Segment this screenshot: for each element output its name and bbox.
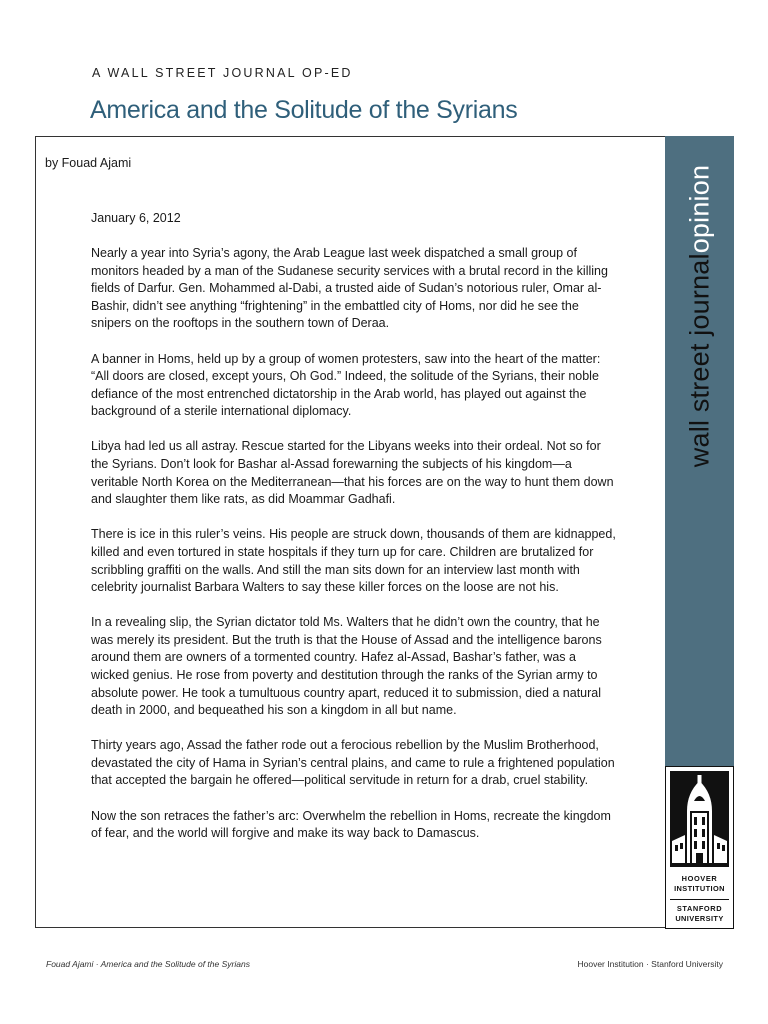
op-ed-kicker: A WALL STREET JOURNAL OP-ED (92, 66, 353, 80)
article-paragraph-3: Libya had led us all astray. Rescue started for the Libyans weeks into their ordeal. Not so for the Syrians. Don’t look for Bashar al-Assad forewarning the subjects of his kingdom—a veritable North Korea on the Mediterranean—that his forces are on the way to hunt them down and slaughter them like rats, as did Moammar Gadhafi. (91, 439, 614, 507)
article-body (91, 210, 616, 860)
article-date: January 6, 2012 (91, 211, 181, 225)
wsj-opinion-wordmark (685, 165, 716, 467)
hoover-institution-logo (665, 766, 734, 929)
wordmark-opinion: opinion (684, 164, 715, 254)
logo-line-stanford: STANFORD (676, 904, 723, 913)
logo-line-institution: INSTITUTION (674, 884, 725, 893)
article-paragraph-7: Now the son retraces the father’s arc: Overwhelm the rebellion in Homs, recreate the kingdom of fear, and the world will forgive and make its way back to Damascus. (91, 808, 611, 841)
article-paragraph-2: A banner in Homs, held up by a group of women protesters, saw into the heart of the matter: “All doors are closed, except yours, Oh God.” Indeed, the solitude of the Syrians, their noble defiance of the most entrenched dictatorship in the Arab world, has played out against the background of a sterile international diplomacy. (91, 351, 601, 419)
logo-divider (670, 899, 729, 900)
article-paragraph-6: Thirty years ago, Assad the father rode out a ferocious rebellion by the Muslim Brotherhood, devastated the city of Hama in Syrian’s central plains, and came to rule a frightened population that accepted the bargain he offered—political servitude in return for a drab, cruel stability. (91, 738, 615, 788)
footer-right: Hoover Institution · Stanford University (577, 959, 723, 969)
wordmark-wsj: wall street journal (684, 253, 715, 468)
page-title: America and the Solitude of the Syrians (90, 96, 518, 124)
hoover-tower-icon (670, 771, 729, 867)
logo-line-hoover: HOOVER (681, 874, 718, 883)
article-paragraph-1: Nearly a year into Syria’s agony, the Arab League last week dispatched a small group of monitors headed by a man of the Sudanese security services with a brutal record in the killing fields of Darfur. Gen. Mohammed al-Dabi, a trusted aide of Sudan’s notorious ruler, Omar al-Bashir, didn’t see anything “frightening” in the embattled city of Homs, nor did he see the snipers on the rooftops in the southern town of Deraa. (91, 246, 608, 331)
logo-line-university: UNIVERSITY (675, 914, 724, 923)
article-paragraph-4: There is ice in this ruler’s veins. His people are struck down, thousands of them are kidnapped, killed and even tortured in state hospitals if they turn up for care. Children are brutalized for scribbling graffiti on the walls. And still the man sits down for an interview last month with celebrity journalist Barbara Walters to say these killer forces on the loose are not his. (91, 527, 616, 595)
byline: by Fouad Ajami (45, 156, 132, 170)
footer-left: Fouad Ajami · America and the Solitude of the Syrians (46, 959, 250, 969)
article-paragraph-5: In a revealing slip, the Syrian dictator told Ms. Walters that he didn’t own the country, that he was merely its president. But the truth is that the House of Assad and the intelligence barons around them are owners of a tormented country. Hafez al-Assad, Bashar’s father, was a wicked genius. He rose from poverty and destitution through the ranks of the Syrian army to absolute power. He took a tumultuous country apart, reduced it to submission, died a natural death in 2000, and bequeathed his son a kingdom in all but name. (91, 615, 602, 718)
